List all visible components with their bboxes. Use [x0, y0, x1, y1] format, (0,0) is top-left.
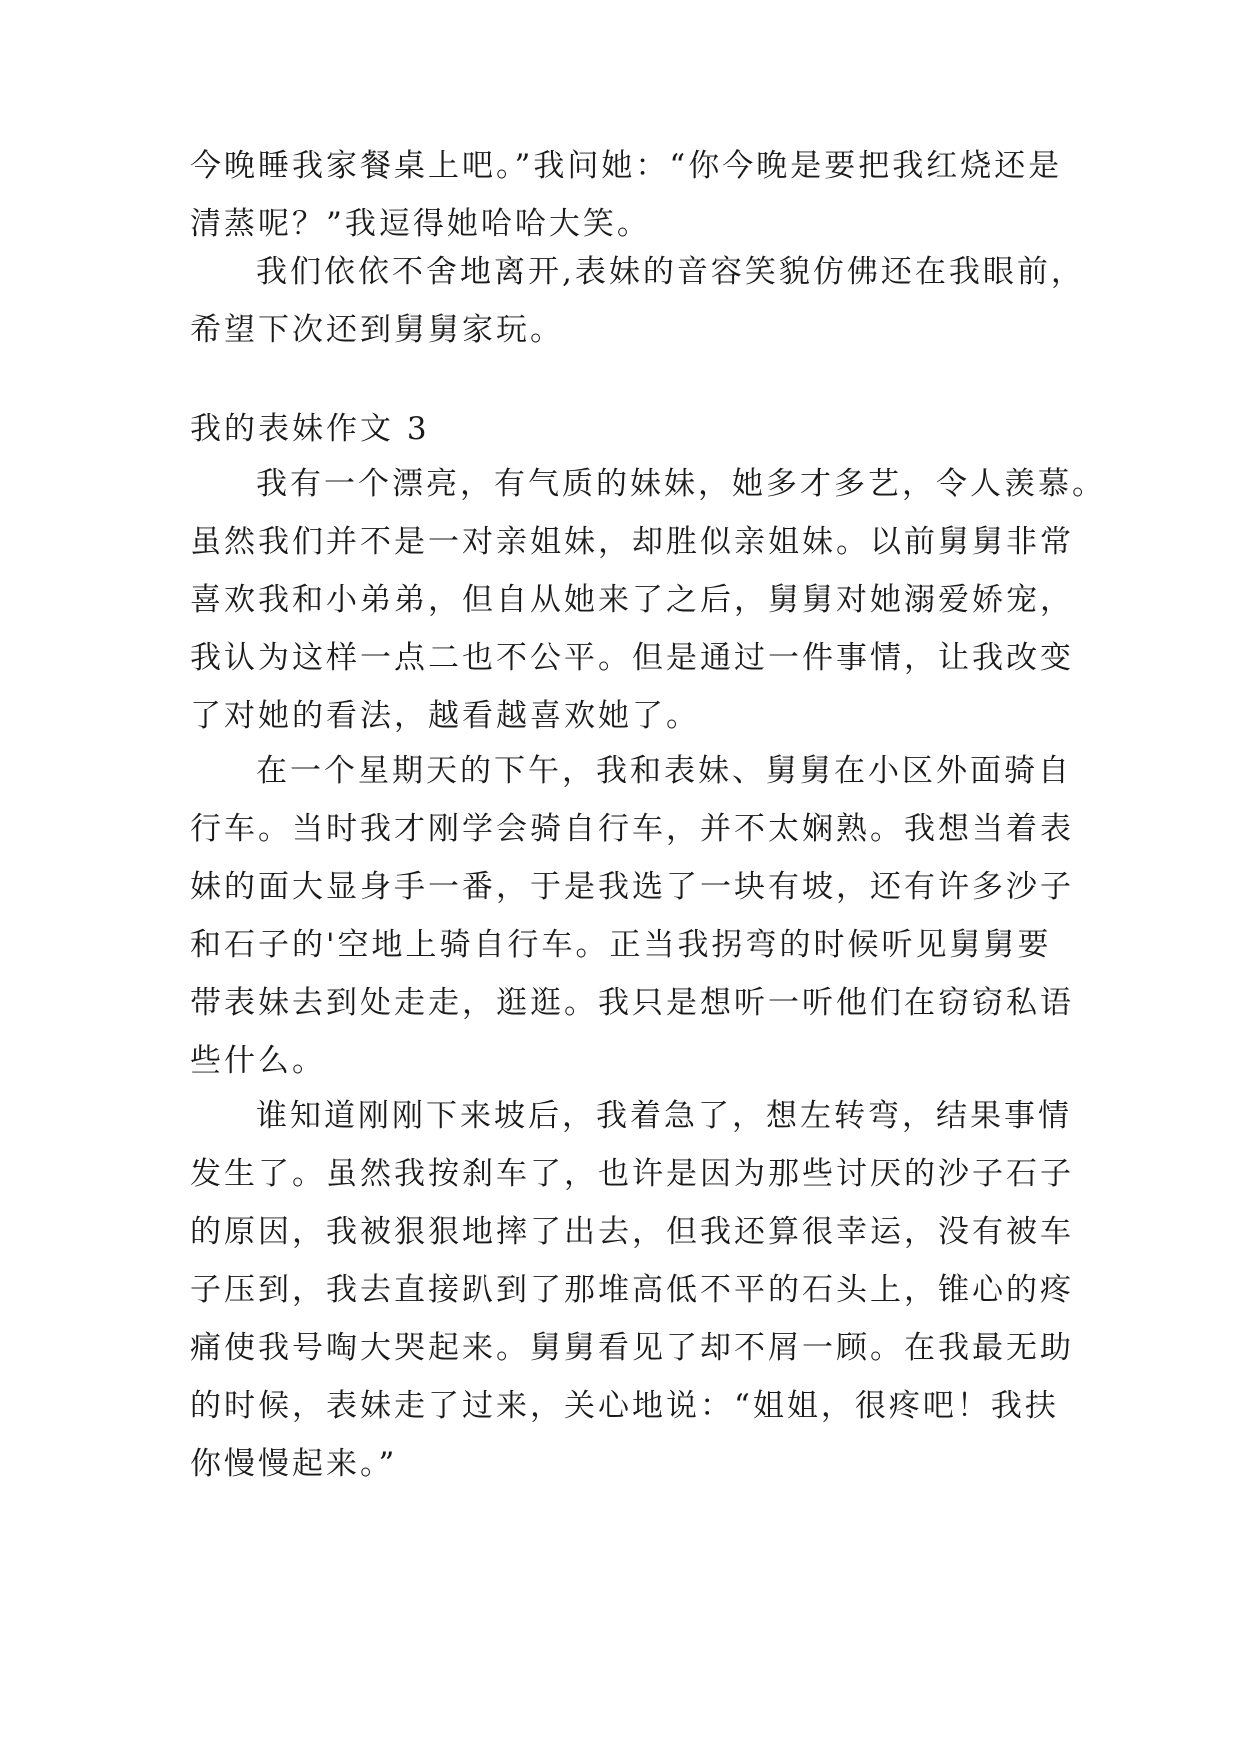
text-line: 清蒸呢？”我逗得她哈哈大笑。 — [190, 206, 651, 242]
text-line: 希望下次还到舅舅家玩。 — [190, 312, 564, 348]
text-line: 带表妹去到处走走，逛逛。我只是想听一听他们在窃窃私语 — [190, 985, 1074, 1021]
text-line: 你慢慢起来。” — [190, 1446, 398, 1482]
paragraph-continuation — [190, 137, 1090, 253]
text-line: 和石子的'空地上骑自行车。正当我拐弯的时候听见舅舅要 — [190, 927, 1052, 963]
text-line: 发生了。虽然我按刹车了，也许是因为那些讨厌的沙子石子 — [190, 1156, 1074, 1192]
text-line: 虽然我们并不是一对亲姐妹，却胜似亲姐妹。以前舅舅非常 — [190, 524, 1074, 560]
text-line: 妹的面大显身手一番，于是我选了一块有坡，还有许多沙子 — [190, 869, 1074, 905]
text-line: 谁知道刚刚下来坡后，我着急了，想左转弯，结果事情 — [256, 1098, 1072, 1134]
text-line: 的时候，表妹走了过来，关心地说：“姐姐，很疼吧！我扶 — [190, 1388, 1059, 1424]
paragraph-closing — [190, 243, 1090, 359]
text-line: 痛使我号啕大哭起来。舅舅看见了却不屑一顾。在我最无助 — [190, 1330, 1074, 1366]
text-line: 我们依依不舍地离开,表妹的音容笑貌仿佛还在我眼前， — [256, 254, 1085, 290]
section-title: 我的表妹作文 3 — [190, 411, 430, 447]
paragraph-3 — [190, 1087, 1090, 1493]
text-line: 在一个星期天的下午，我和表妹、舅舅在小区外面骑自 — [256, 753, 1072, 789]
text-line: 今晚睡我家餐桌上吧。”我问她：“你今晚是要把我红烧还是 — [190, 148, 1063, 184]
paragraph-2 — [190, 742, 1090, 1090]
text-line: 喜欢我和小弟弟，但自从她来了之后，舅舅对她溺爱娇宠， — [190, 582, 1074, 618]
text-line: 些什么。 — [190, 1043, 326, 1079]
text-line: 我有一个漂亮，有气质的妹妹，她多才多艺，令人羡慕。 — [256, 466, 1106, 502]
text-line: 子压到，我去直接趴到了那堆高低不平的石头上，锥心的疼 — [190, 1272, 1074, 1308]
text-line: 的原因，我被狠狠地摔了出去，但我还算很幸运，没有被车 — [190, 1214, 1074, 1250]
text-line: 行车。当时我才刚学会骑自行车，并不太娴熟。我想当着表 — [190, 811, 1074, 847]
text-line: 了对她的看法，越看越喜欢她了。 — [190, 698, 700, 734]
paragraph-1 — [190, 455, 1106, 745]
section-title-block — [190, 400, 1090, 458]
text-line: 我认为这样一点二也不公平。但是通过一件事情，让我改变 — [190, 640, 1074, 676]
